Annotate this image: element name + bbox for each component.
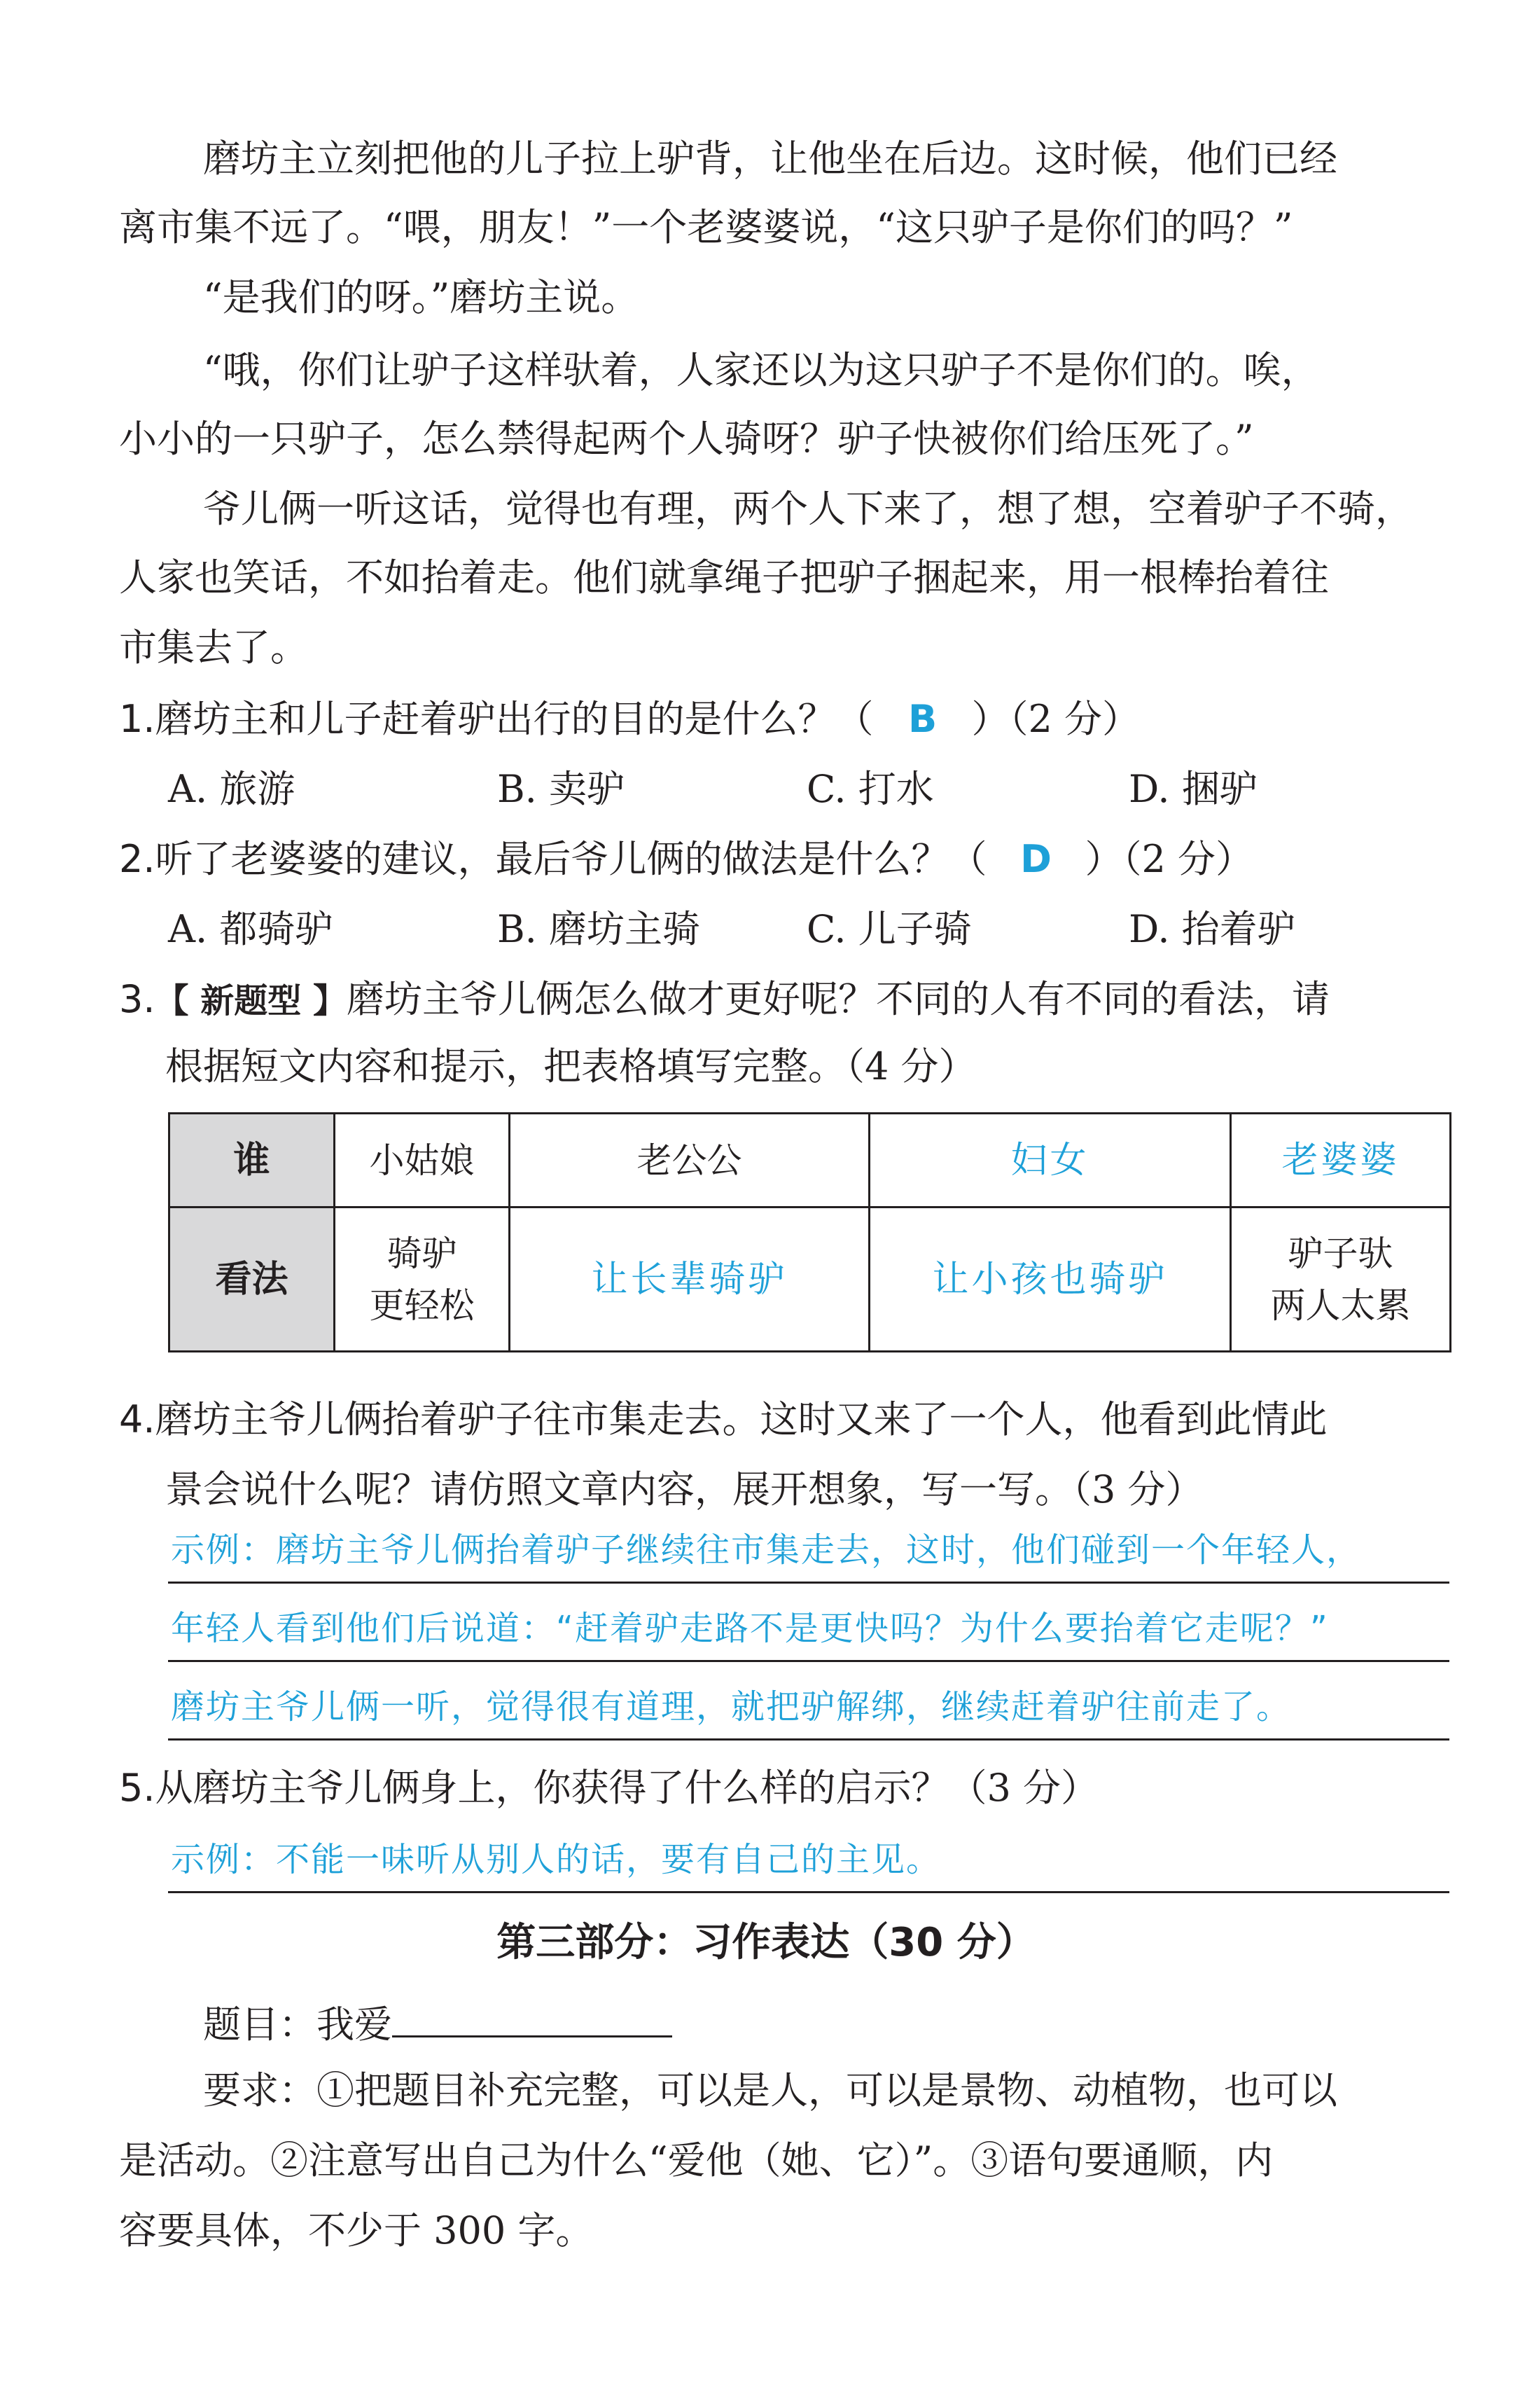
- answer-cell[interactable]: 让小孩也骑驴: [870, 1208, 1231, 1352]
- row-header-opinion: 看法: [169, 1208, 335, 1352]
- question-text: 根据短文内容和提示，把表格填写完整。（4 分）: [165, 1044, 977, 1088]
- cell-line: 两人太累: [1270, 1285, 1411, 1326]
- requirement-line: 是活动。②注意写出自己为什么“爱他（她、它）”。③语句要通顺，内: [119, 2138, 1274, 2182]
- question-5: [119, 1761, 1099, 1815]
- answer-line: 示例：不能一味听从别人的话，要有自己的主见。: [171, 1840, 942, 1879]
- new-type-tag: 【 新题型 】: [155, 981, 347, 1020]
- question-text: 磨坊主爷儿俩抬着驴子往市集走去。这时又来了一个人，他看到此情此: [155, 1397, 1328, 1441]
- option-a: A. 旅游: [168, 767, 295, 811]
- passage-line: 小小的一只驴子，怎么禁得起两个人骑呀？驴子快被你们给压死了。”: [119, 417, 1254, 461]
- option-d: D. 捆驴: [1129, 767, 1258, 811]
- table-cell: [335, 1208, 510, 1352]
- answer-line: 磨坊主爷儿俩一听，觉得很有道理，就把驴解绑，继续赶着驴往前走了。: [171, 1687, 1292, 1727]
- passage-line: 人家也笑话，不如抬着走。他们就拿绳子把驴子捆起来，用一根棒抬着往: [119, 555, 1329, 600]
- row-header-who: 谁: [169, 1114, 335, 1208]
- passage-line: “哦，你们让驴子这样驮着，人家还以为这只驴子不是你们的。唉，: [203, 348, 1319, 392]
- question-number: 2.: [119, 837, 155, 881]
- question-3: [119, 972, 1330, 1028]
- table-cell: 老公公: [510, 1114, 870, 1208]
- answer-blank[interactable]: [874, 692, 972, 747]
- question-text: 听了老婆婆的建议，最后爷儿俩的做法是什么？（: [155, 837, 987, 881]
- answer-rule: [168, 1891, 1449, 1893]
- passage-line: 爷儿俩一听这话，觉得也有理，两个人下来了，想了想，空着驴子不骑，: [203, 487, 1413, 531]
- answer-mark: B: [907, 697, 938, 741]
- passage-line: 市集去了。: [119, 625, 308, 670]
- passage-line: 磨坊主立刻把他的儿子拉上驴背，让他坐在后边。这时候，他们已经: [203, 137, 1337, 181]
- answer-blank[interactable]: [987, 832, 1085, 887]
- question-number: 1.: [119, 697, 155, 741]
- answer-cell[interactable]: 妇女: [870, 1114, 1231, 1208]
- passage-line: 离市集不远了。“喂，朋友！”一个老婆婆说，“这只驴子是你们的吗？”: [119, 205, 1293, 249]
- answer-line: 年轻人看到他们后说道：“赶着驴走路不是更快吗？为什么要抬着它走呢？”: [171, 1609, 1329, 1648]
- answer-rule: [168, 1660, 1449, 1662]
- option-b: B. 卖驴: [497, 767, 625, 811]
- answer-rule: [168, 1582, 1449, 1584]
- table-row: [169, 1208, 1451, 1352]
- cell-line: 骑驴: [387, 1233, 457, 1274]
- question-score: ）（2 分）: [1085, 837, 1254, 881]
- answer-cell[interactable]: 老婆婆: [1231, 1114, 1451, 1208]
- question-number: 5.: [119, 1766, 155, 1810]
- option-c: C. 打水: [807, 767, 934, 811]
- topic-label: 题目：我爱: [203, 2002, 392, 2047]
- option-b: B. 磨坊主骑: [497, 907, 701, 951]
- table-row: [169, 1114, 1451, 1208]
- question-1: [119, 692, 1140, 747]
- option-a: A. 都骑驴: [168, 907, 333, 951]
- option-d: D. 抬着驴: [1129, 907, 1295, 951]
- question-text: 磨坊主爷儿俩怎么做才更好呢？不同的人有不同的看法，请: [346, 977, 1330, 1021]
- question-text: 景会说什么呢？请仿照文章内容，展开想象，写一写。（3 分）: [165, 1467, 1204, 1511]
- answer-mark: D: [1020, 837, 1052, 881]
- topic-blank[interactable]: [392, 1993, 672, 2037]
- question-number: 3.: [119, 977, 155, 1021]
- table-cell: [1231, 1208, 1451, 1352]
- question-text: 从磨坊主爷儿俩身上，你获得了什么样的启示？（3 分）: [155, 1766, 1099, 1810]
- answer-cell[interactable]: 让长辈骑驴: [510, 1208, 870, 1352]
- passage-line: “是我们的呀。”磨坊主说。: [203, 275, 639, 319]
- question-number: 4.: [119, 1397, 155, 1441]
- requirement-line: 要求：①把题目补充完整，可以是人，可以是景物、动植物，也可以: [203, 2068, 1337, 2112]
- answer-line: 示例：磨坊主爷儿俩抬着驴子继续往市集走去，这时，他们碰到一个年轻人，: [171, 1530, 1362, 1570]
- answer-rule: [168, 1738, 1449, 1741]
- section-heading: 第三部分：习作表达（30 分）: [496, 1920, 1036, 1965]
- question-4: [119, 1392, 1328, 1447]
- opinion-table: [168, 1112, 1451, 1352]
- question-score: ）（2 分）: [971, 697, 1141, 741]
- essay-topic: [203, 1993, 672, 2052]
- question-text: 磨坊主和儿子赶着驴出行的目的是什么？（: [155, 697, 874, 741]
- cell-line: 更轻松: [369, 1285, 475, 1326]
- table-cell: 小姑娘: [335, 1114, 510, 1208]
- question-2: [119, 832, 1253, 887]
- requirement-line: 容要具体，不少于 300 字。: [119, 2208, 594, 2253]
- option-c: C. 儿子骑: [807, 907, 972, 951]
- cell-line: 驴子驮: [1288, 1233, 1393, 1274]
